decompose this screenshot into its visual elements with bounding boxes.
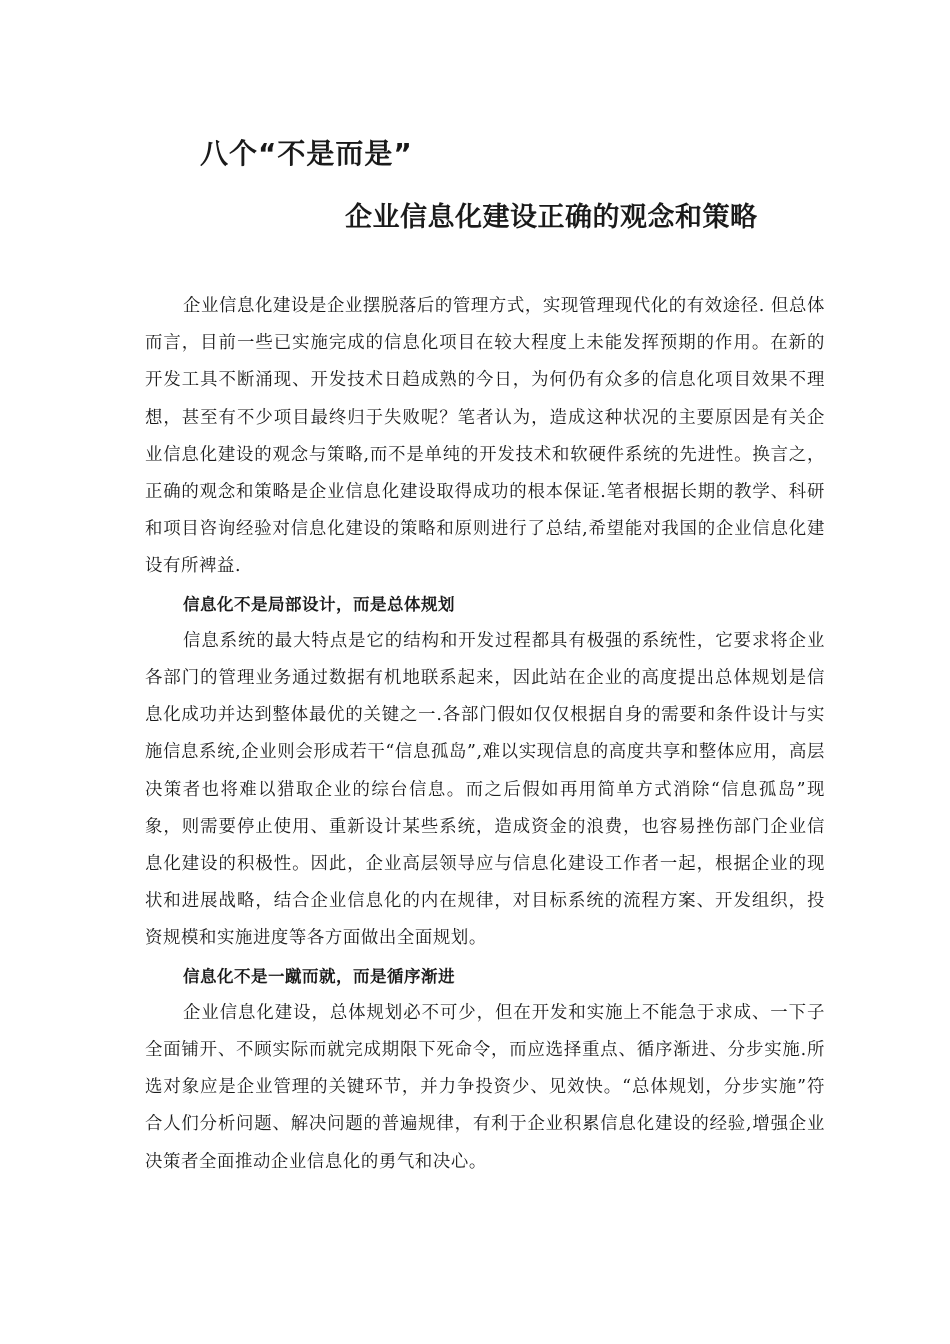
section-paragraph-1: 信息系统的最大特点是它的结构和开发过程都具有极强的系统性，它要求将企业各部门的管理业务通过数据有机地联系起来，因此站在企业的高度提出总体规划是信息化成功并达到整体最优的关键之一.各部门假如仅仅根据自身的需要和条件设计与实施信息系统,企业则会形成若干“信息孤岛”,难以实现信息的高度共享和整体应用，高层决策者也将难以猎取企业的综台信息。而之后假如再用简单方式消除“信息孤岛”现象，则需要停止使用、重新设计某些系统，造成资金的浪费，也容易挫伤部门企业信息化建设的积极性。因此，企业高层领导应与信息化建设工作者一起，根据企业的现状和进展战略，结合企业信息化的内在规律，对目标系统的流程方案、开发组织，投资规模和实施进度等各方面做出全面规划。 xyxy=(145,630,825,949)
section-heading-1: 信息化不是局部设计，而是总体规划 xyxy=(183,594,455,614)
intro-paragraph: 企业信息化建设是企业摆脱落后的管理方式，实现管理现代化的有效途径. 但总体而言，目前一些已实施完成的信息化项目在较大程度上未能发挥预期的作用。在新的开发工具不断涌现、开发技术日趋成熟的今日，为何仍有众多的信息化项目效果不理想，甚至有不少项目最终归于失败呢？笔者认为，造成这种状况的主要原因是有关企业信息化建设的观念与策略,而不是单纯的开发技术和软硬件系统的先进性。换言之，正确的观念和策略是企业信息化建设取得成功的根本保证.笔者根据长期的教学、科研和项目咨询经验对信息化建设的策略和原则进行了总结,希望能对我国的企业信息化建设有所裨益. xyxy=(145,296,825,577)
section-paragraph-2: 企业信息化建设，总体规划必不可少，但在开发和实施上不能急于求成、一下子全面铺开、不顾实际而就完成期限下死命令，而应选择重点、循序渐进、分步实施.所选对象应是企业管理的关键环节，并力争投资少、见效快。“总体规划，分步实施”符合人们分析问题、解决问题的普遍规律，有利于企业积累信息化建设的经验,增强企业决策者全面推动企业信息化的勇气和决心。 xyxy=(145,1002,825,1172)
section-heading-2: 信息化不是一蹴而就，而是循序渐进 xyxy=(183,966,455,986)
document-body xyxy=(145,288,825,1181)
document-title: 八个“不是而是” xyxy=(200,137,413,170)
document-subtitle: 企业信息化建设正确的观念和策略 xyxy=(345,202,758,233)
